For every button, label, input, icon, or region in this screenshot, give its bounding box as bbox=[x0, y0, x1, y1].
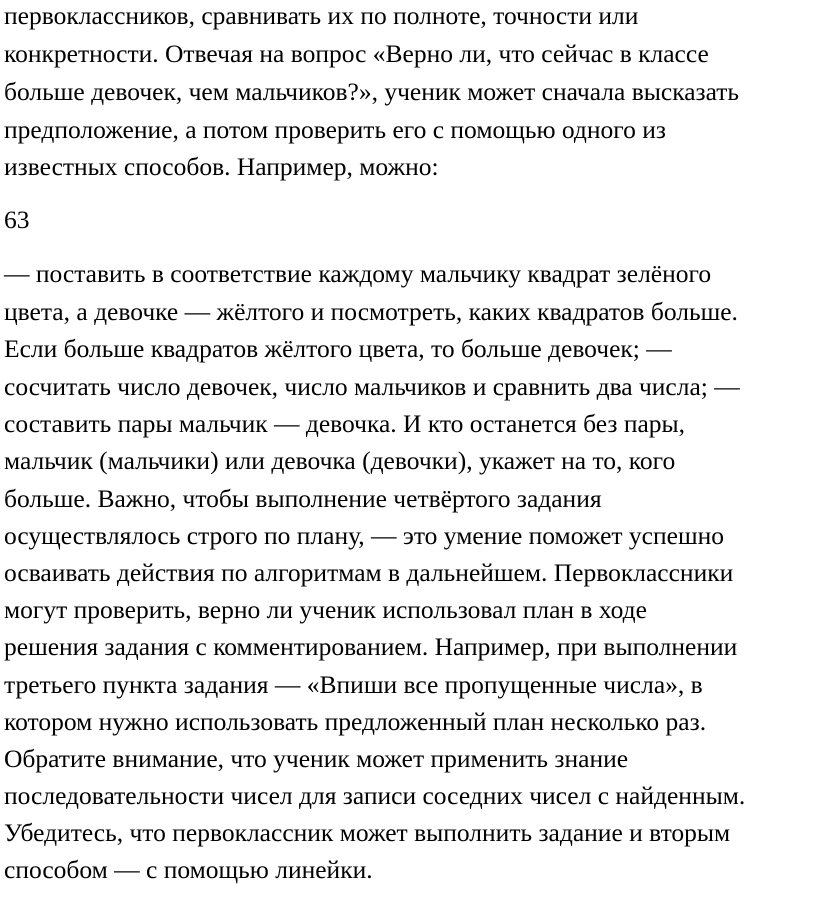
text-line: осваивать действия по алгоритмам в дальнейшем. Первоклассники bbox=[4, 558, 734, 587]
text-line: последовательности чисел для записи соседних чисел с найденным. bbox=[4, 781, 746, 810]
text-line: могут проверить, верно ли ученик использовал план в ходе bbox=[4, 595, 647, 624]
text-line: больше. Важно, чтобы выполнение четвёртого задания bbox=[4, 484, 602, 513]
text-line: решения задания с комментированием. Например, при выполнении bbox=[4, 632, 738, 661]
text-line: Если больше квадратов жёлтого цвета, то больше девочек; — bbox=[4, 334, 672, 363]
text-line: первоклассников, сравнивать их по полноте, точности или bbox=[4, 1, 639, 30]
text-line: мальчик (мальчики) или девочка (девочки), укажет на то, кого bbox=[4, 446, 676, 475]
text-line: третьего пункта задания — «Впиши все пропущенные числа», в bbox=[4, 670, 703, 699]
text-line: составить пары мальчик — девочка. И кто останется без пары, bbox=[4, 409, 686, 438]
text-line: конкретности. Отвечая на вопрос «Верно ли, что сейчас в классе bbox=[4, 39, 709, 68]
text-line: способом — с помощью линейки. bbox=[4, 855, 373, 884]
text-line: осуществлялось строго по плану, — это умение поможет успешно bbox=[4, 521, 724, 550]
text-line: Убедитесь, что первоклассник может выполнить задание и вторым bbox=[4, 818, 731, 847]
text-line: сосчитать число девочек, число мальчиков и сравнить два числа; — bbox=[4, 372, 740, 401]
text-line: Обратите внимание, что ученик может применить знание bbox=[4, 744, 629, 773]
text-line: цвета, а девочке — жёлтого и посмотреть, каких квадратов больше. bbox=[4, 297, 738, 326]
text-line: — поставить в соответствие каждому мальчику квадрат зелёного bbox=[4, 259, 712, 288]
text-line: больше девочек, чем мальчиков?», ученик может сначала высказать bbox=[4, 77, 740, 106]
page-number: 63 bbox=[4, 205, 30, 234]
text-line: известных способов. Например, можно: bbox=[4, 152, 439, 181]
text-line: котором нужно использовать предложенный план несколько раз. bbox=[4, 707, 707, 736]
text-line: предположение, а потом проверить его с помощью одного из bbox=[4, 115, 666, 144]
